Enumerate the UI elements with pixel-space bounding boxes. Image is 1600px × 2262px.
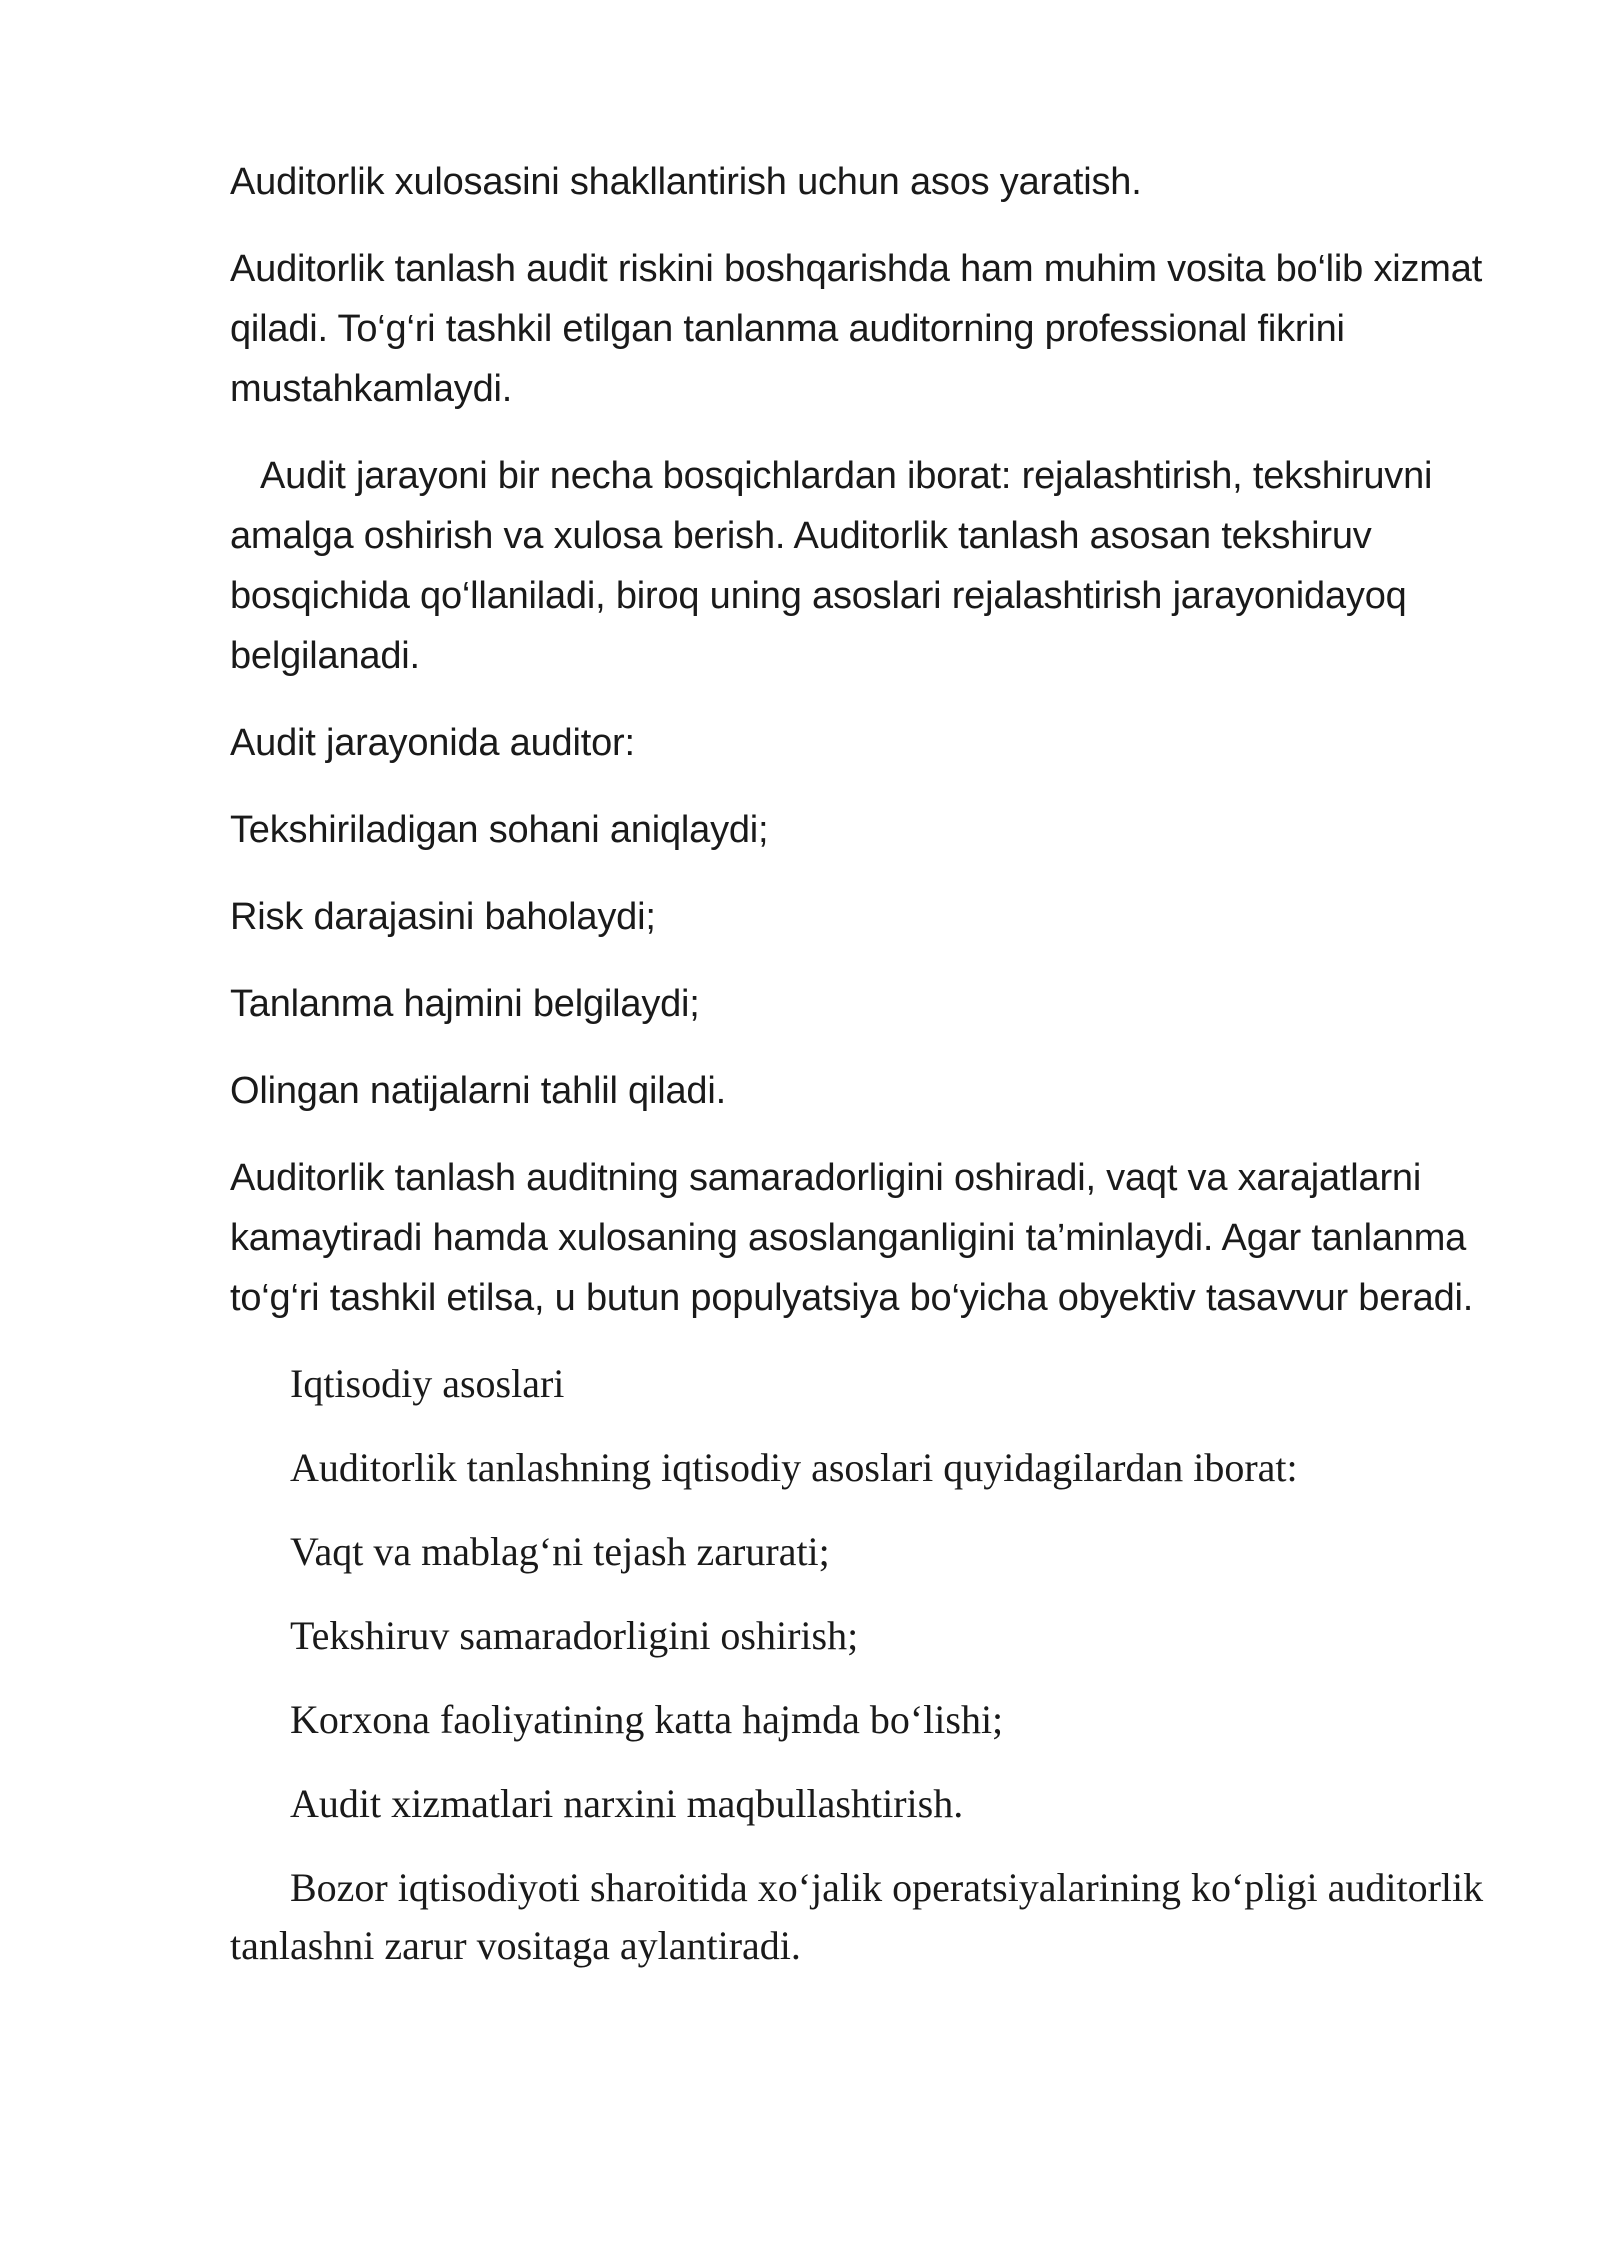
list-item: Tekshiriladigan sohani aniqlaydi; — [230, 809, 769, 851]
section-heading: Iqtisodiy asoslari — [290, 1361, 565, 1406]
sans-section — [230, 152, 1500, 1328]
paragraph: Bozor iqtisodiyoti sharoitida xo‘jalik operatsiyalarining ko‘pligi auditorlik tanlashni zarur vositaga aylantiradi. — [230, 1865, 1484, 1968]
paragraph: Audit jarayoni bir necha bosqichlardan iborat: rejalashtirish, tekshiruvni amalga oshirish va xulosa berish. Auditorlik tanlash asosan tekshiruv bosqichida qo‘llaniladi, biroq uning asoslari rejalashtirish jarayonidayoq belgilanadi. — [230, 455, 1433, 677]
list-item: Audit xizmatlari narxini maqbullashtirish. — [290, 1781, 964, 1826]
serif-section — [230, 1355, 1500, 1975]
list-item: Tekshiruv samaradorligini oshirish; — [290, 1613, 859, 1658]
list-item: Tanlanma hajmini belgilaydi; — [230, 983, 700, 1025]
list-item: Risk darajasini baholaydi; — [230, 896, 656, 938]
paragraph: Auditorlik tanlash auditning samaradorligini oshiradi, vaqt va xarajatlarni kamaytiradi hamda xulosaning asoslanganligini ta’minlaydi. Agar tanlanma to‘g‘ri tashkil etilsa, u butun populyatsiya bo‘yicha obyektiv tasavvur beradi. — [230, 1157, 1474, 1319]
document-body — [230, 152, 1500, 2001]
paragraph: Auditorlik xulosasini shakllantirish uchun asos yaratish. — [230, 161, 1142, 203]
paragraph: Auditorlik tanlash audit riskini boshqarishda ham muhim vosita bo‘lib xizmat qiladi. To‘g‘ri tashkil etilgan tanlanma auditorning professional fikrini mustahkamlaydi. — [230, 248, 1483, 410]
paragraph: Auditorlik tanlashning iqtisodiy asoslari quyidagilardan iborat: — [290, 1445, 1298, 1490]
paragraph: Audit jarayonida auditor: — [230, 722, 635, 764]
list-item: Vaqt va mablag‘ni tejash zarurati; — [290, 1529, 830, 1574]
list-item: Olingan natijalarni tahlil qiladi. — [230, 1070, 726, 1112]
list-item: Korxona faoliyatining katta hajmda bo‘lishi; — [290, 1697, 1004, 1742]
